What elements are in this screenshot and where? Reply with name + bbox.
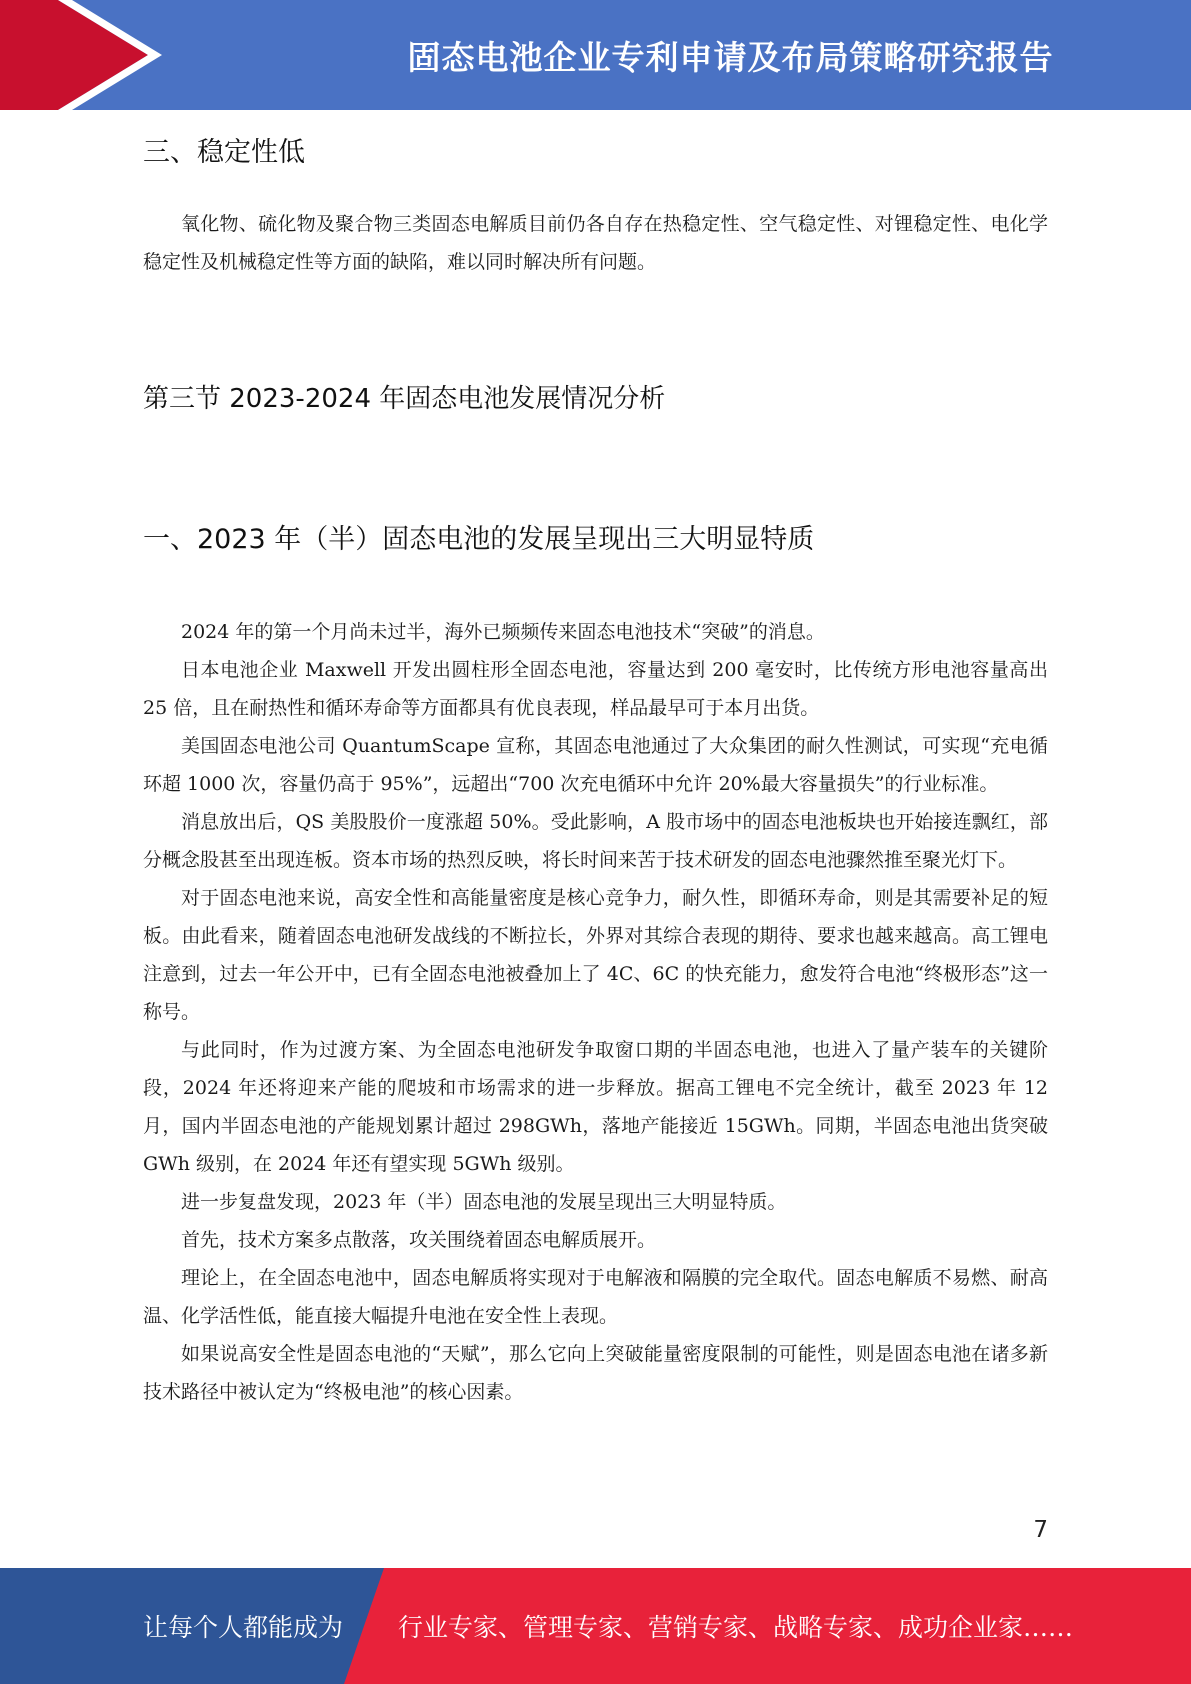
paragraph: 与此同时，作为过渡方案、为全固态电池研发争取窗口期的半固态电池，也进入了量产装车的关键阶段，2024 年还将迎来产能的爬坡和市场需求的进一步释放。据高工锂电不完全统计，截至 2023 年 12 月，国内半固态电池的产能规划累计超过 298GWh，落地产能接近 15GWh。同期，半固态电池出货突破 GWh 级别，在 2024 年还有望实现 5GWh 级别。 [143, 1039, 1048, 1175]
stability-heading: 三、稳定性低 [143, 137, 305, 168]
page-header [0, 0, 1191, 110]
paragraph: 首先，技术方案多点散落，攻关围绕着固态电解质展开。 [181, 1229, 657, 1251]
body-text [143, 613, 1048, 1411]
page-number: 7 [1033, 1517, 1048, 1543]
paragraph: 理论上，在全固态电池中，固态电解质将实现对于电解液和隔膜的完全取代。固态电解质不易燃、耐高温、化学活性低，能直接大幅提升电池在安全性上表现。 [143, 1267, 1048, 1327]
footer-slogan-left: 让每个人都能成为 [143, 1613, 344, 1642]
paragraph: 进一步复盘发现，2023 年（半）固态电池的发展呈现出三大明显特质。 [181, 1191, 787, 1213]
paragraph: 2024 年的第一个月尚未过半，海外已频频传来固态电池技术“突破”的消息。 [181, 621, 825, 643]
paragraph: 日本电池企业 Maxwell 开发出圆柱形全固态电池，容量达到 200 毫安时，比传统方形电池容量高出 25 倍，且在耐热性和循环寿命等方面都具有优良表现，样品最早可于本月出货。 [143, 659, 1048, 719]
paragraph: 对于固态电池来说，高安全性和高能量密度是核心竞争力，耐久性，即循环寿命，则是其需要补足的短板。由此看来，随着固态电池研发战线的不断拉长，外界对其综合表现的期待、要求也越来越高。高工锂电注意到，过去一年公开中，已有全固态电池被叠加上了 4C、6C 的快充能力，愈发符合电池“终极形态”这一称号。 [143, 887, 1048, 1023]
footer-slogan-right: 行业专家、管理专家、营销专家、战略专家、成功企业家…… [398, 1613, 1074, 1642]
paragraph: 美国固态电池公司 QuantumScape 宣称，其固态电池通过了大众集团的耐久性测试，可实现“充电循环超 1000 次，容量仍高于 95%”，远超出“700 次充电循环中允许 20%最大容量损失”的行业标准。 [143, 735, 1048, 795]
stability-text [143, 205, 1048, 281]
section-heading: 第三节 2023-2024 年固态电池发展情况分析 [143, 384, 666, 414]
page-footer [0, 1568, 1191, 1684]
paragraph: 如果说高安全性是固态电池的“天赋”，那么它向上突破能量密度限制的可能性，则是固态电池在诸多新技术路径中被认定为“终极电池”的核心因素。 [143, 1343, 1048, 1403]
stability-paragraph: 氧化物、硫化物及聚合物三类固态电解质目前仍各自存在热稳定性、空气稳定性、对锂稳定性、电化学稳定性及机械稳定性等方面的缺陷，难以同时解决所有问题。 [143, 213, 1048, 273]
paragraph: 消息放出后，QS 美股股价一度涨超 50%。受此影响，A 股市场中的固态电池板块也开始接连飘红，部分概念股甚至出现连板。资本市场的热烈反映，将长时间来苦于技术研发的固态电池骤然推至聚光灯下。 [143, 811, 1048, 871]
report-title: 固态电池企业专利申请及布局策略研究报告 [407, 37, 1054, 77]
sub-heading: 一、2023 年（半）固态电池的发展呈现出三大明显特质 [143, 524, 815, 555]
